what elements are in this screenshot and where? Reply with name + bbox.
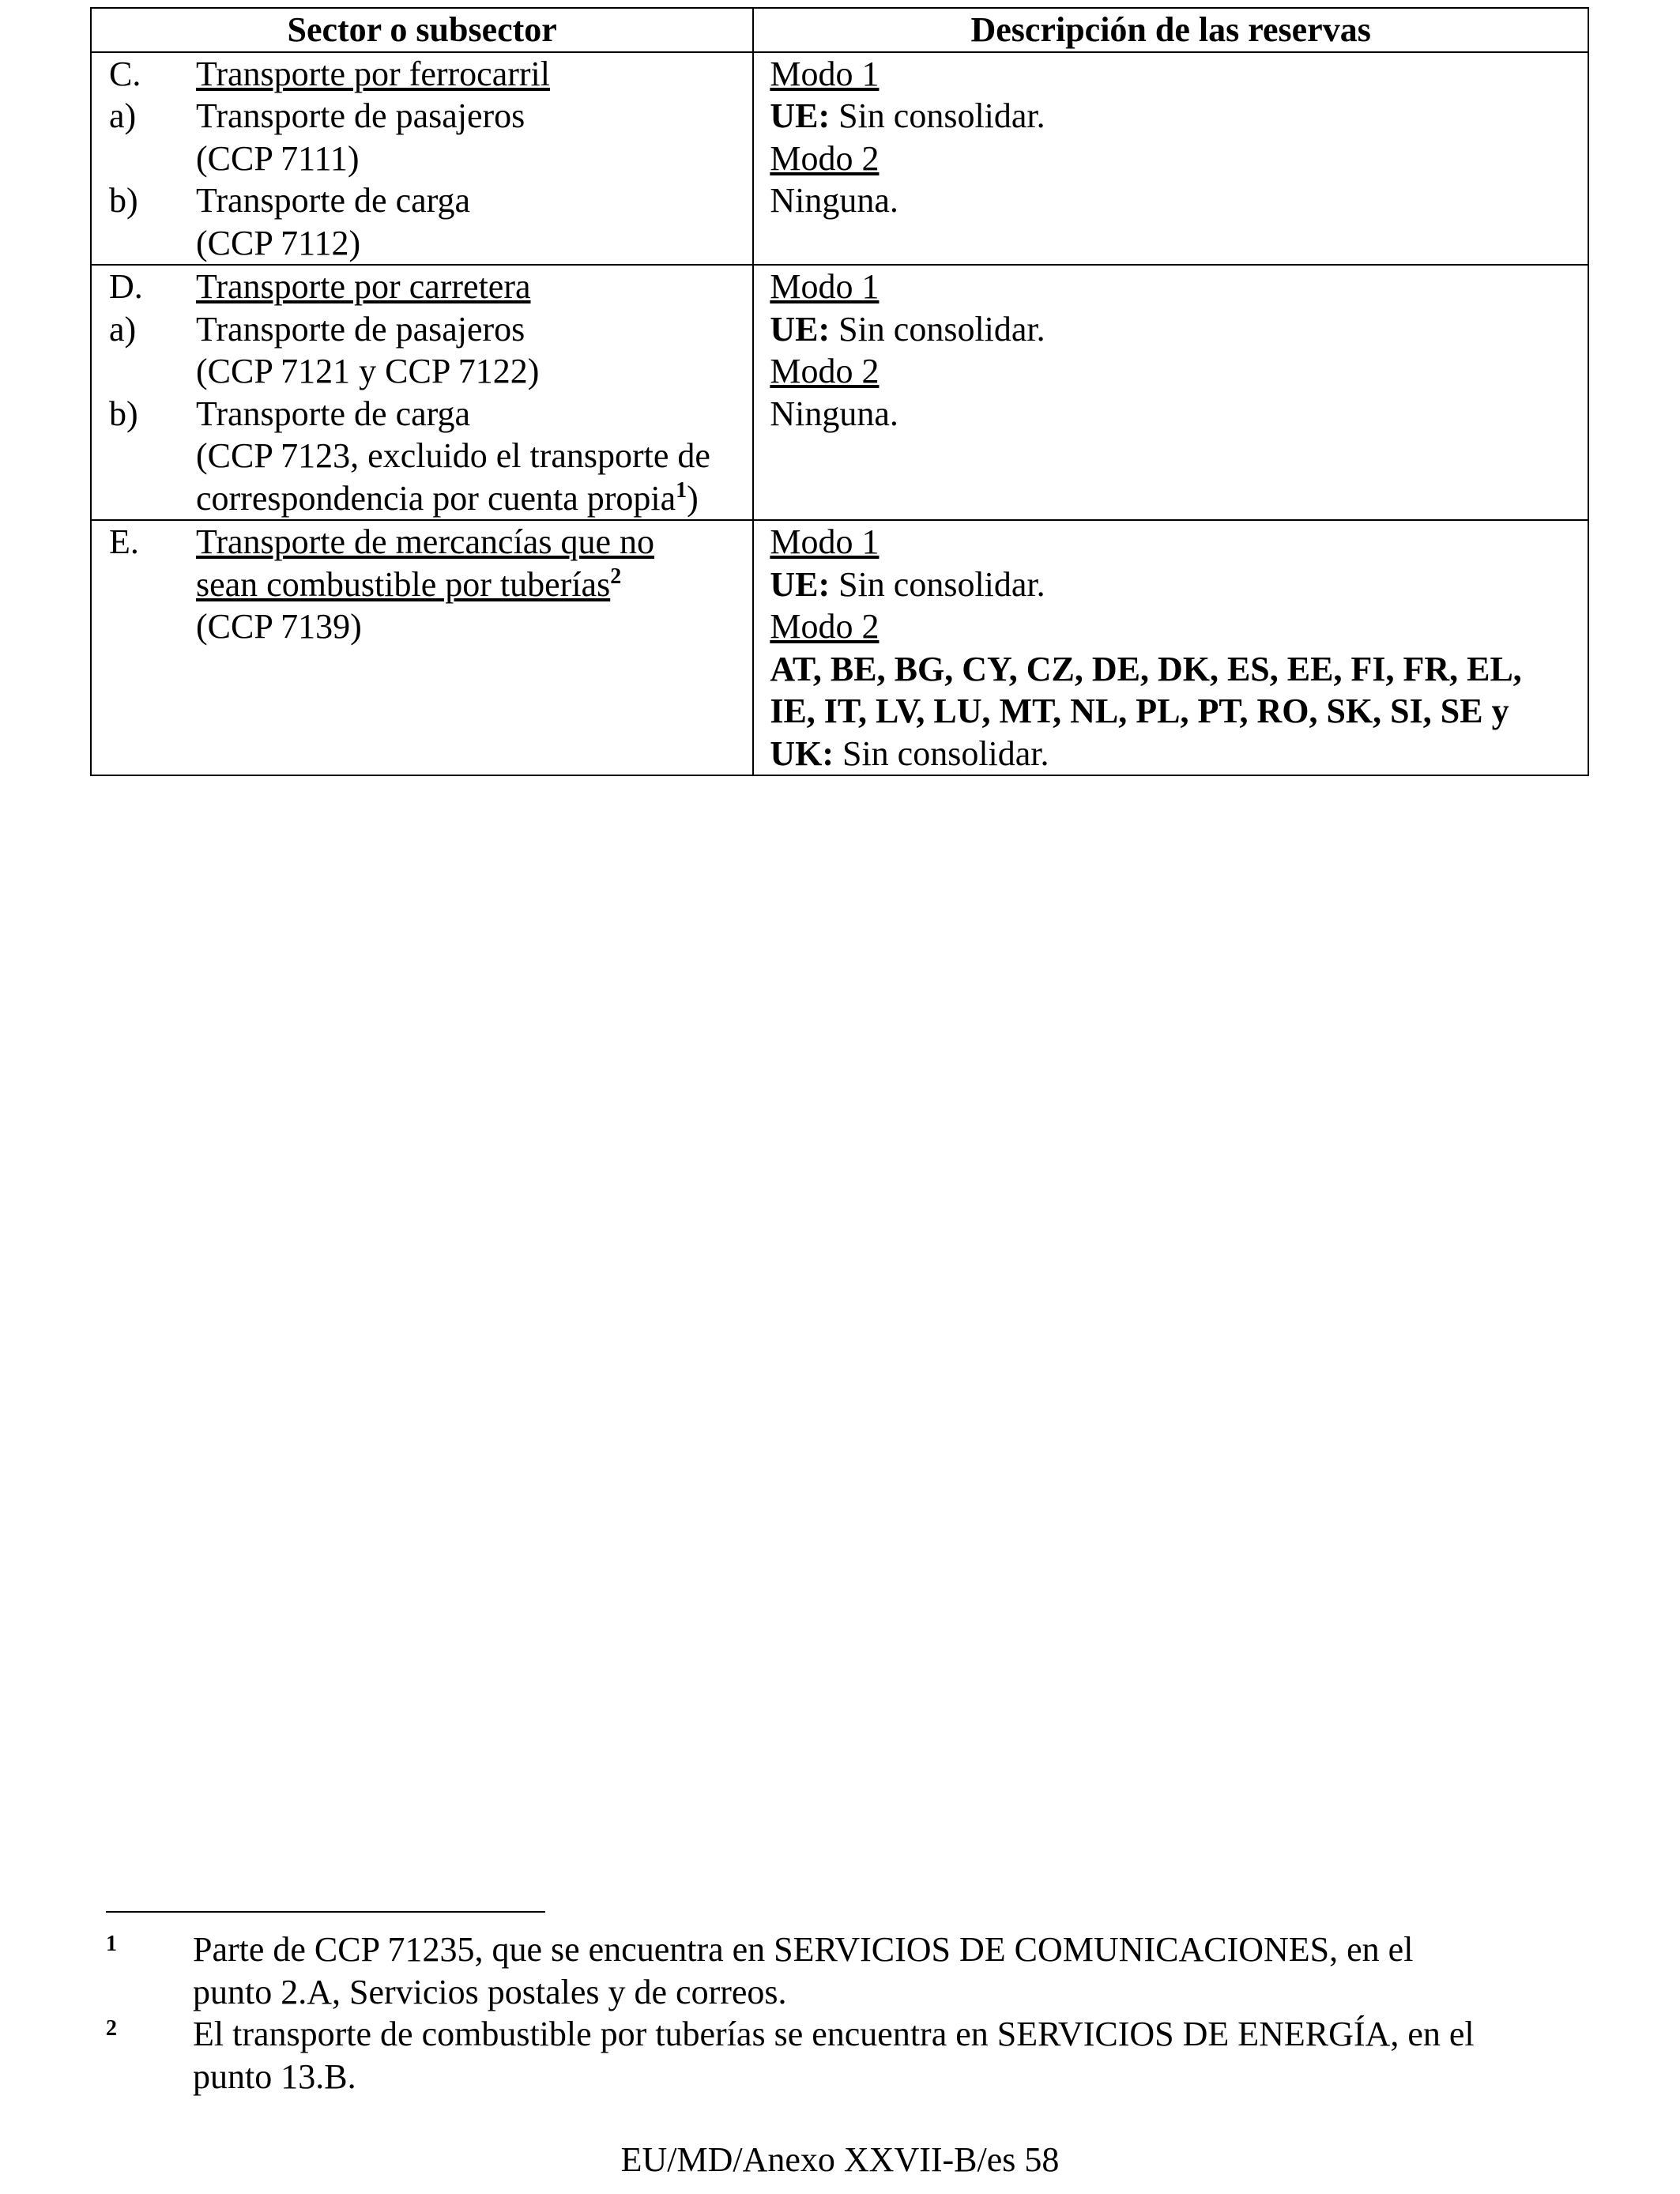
table-header-row [91,8,1588,52]
reservations-table [90,7,1589,776]
footnote-line: El transporte de combustible por tuberías se encuentra en SERVICIOS DE ENERGÍA, en el [193,2015,1475,2053]
sector-title: Transporte por ferrocarril [196,54,550,93]
page-number: EU/MD/Anexo XXVII-B/es 58 [620,2140,1060,2179]
mode-2-text: Ninguna. [770,394,898,433]
footnote-separator [106,1911,545,1913]
description-cell [753,265,1588,520]
sector-line: correspondencia por cuenta propia$^1$) [196,477,699,518]
mode-1-label: Modo 1 [770,522,880,561]
footnote-mark: 2 [106,2016,117,2041]
sector-cell [91,52,753,266]
sector-mark [109,605,196,648]
header-sector: Sector o subsector [91,8,753,52]
table-row [91,520,1588,775]
sector-mark [109,564,196,606]
sector-line: (CCP 7139) [196,607,362,646]
sector-cell [91,520,753,775]
footnote-mark: 1 [106,1932,117,1956]
mode-1-label: Modo 1 [770,54,880,93]
sector-mark [109,138,196,180]
sector-mark [109,222,196,265]
header-description: Descripción de las reservas [753,8,1588,52]
footnote-line: Parte de CCP 71235, que se encuentra en SERVICIOS DE COMUNICACIONES, en el [193,1930,1414,1969]
sector-mark [109,477,196,520]
sector-mark: a) [109,309,137,349]
footnote-ref-1: 1 [676,477,687,503]
sector-mark: b) [109,181,138,220]
sector-line: (CCP 7121 y CCP 7122) [196,352,540,390]
table-row [91,265,1588,520]
sector-mark: D. [109,267,143,306]
sector-line: (CCP 7112) [196,223,361,262]
footnote-ref-2: 2 [610,564,622,589]
country-list-line: AT, BE, BG, CY, CZ, DE, DK, ES, EE, FI, FR, EL, [770,649,1522,688]
sector-mark: E. [109,522,139,561]
footnote-2 [106,2013,1576,2098]
mode-2-text: UK: Sin consolidar. [770,733,1049,773]
sector-mark: a) [109,96,137,135]
sector-title: Transporte de mercancías que no [196,522,654,561]
sector-line: Transporte de pasajeros [196,309,525,349]
sector-mark: C. [109,54,141,93]
mode-1-text: UE: Sin consolidar. [770,564,1045,604]
footnote-line: punto 13.B. [193,2056,356,2096]
footnote-1 [106,1928,1576,2013]
country-list-line: IE, IT, LV, LU, MT, NL, PL, PT, RO, SK, SI, SE y [770,692,1509,730]
mode-1-label: Modo 1 [770,267,880,306]
sector-line: Transporte de carga [196,181,471,220]
footnote-line: punto 2.A, Servicios postales y de correos. [193,1972,787,2011]
sector-cell [91,265,753,520]
sector-line: (CCP 7123, excluido el transporte de [196,436,710,475]
sector-line: (CCP 7111) [196,138,360,178]
description-cell [753,520,1588,775]
mode-1-text: UE: Sin consolidar. [770,96,1045,135]
sector-mark [109,435,196,477]
mode-2-text: Ninguna. [770,181,898,220]
description-cell [753,52,1588,266]
sector-line: Transporte de pasajeros [196,96,525,135]
sector-title: Transporte por carretera [196,267,531,306]
sector-mark [109,350,196,393]
mode-2-label: Modo 2 [770,607,880,646]
mode-2-label: Modo 2 [770,352,880,390]
mode-2-label: Modo 2 [770,138,880,178]
table-row [91,52,1588,266]
sector-title-cont: sean combustible por tuberías$^2$ [196,564,622,604]
sector-line: Transporte de carga [196,394,471,433]
mode-1-text: UE: Sin consolidar. [770,309,1045,349]
sector-mark: b) [109,394,138,433]
